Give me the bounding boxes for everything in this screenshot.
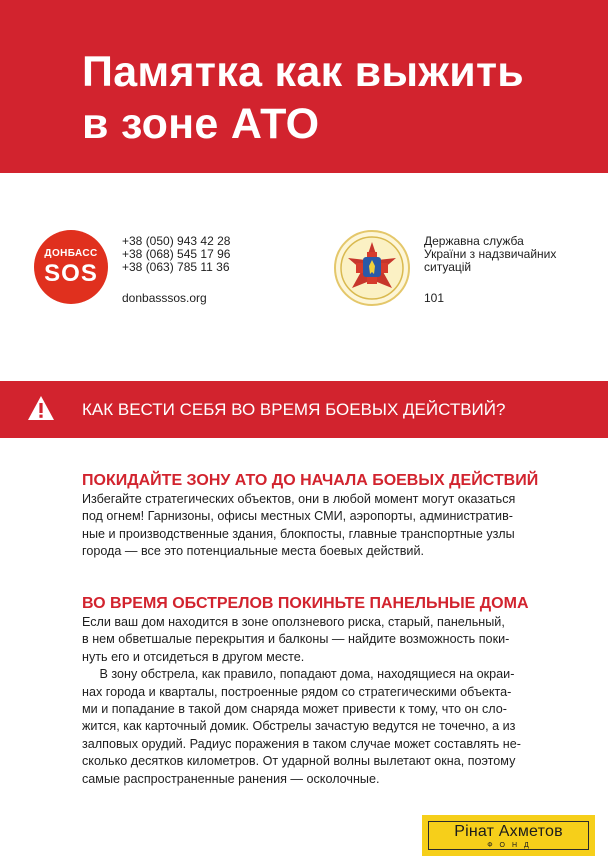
body-line: ми и попадание в такой дом снаряда может привести к тому, что он сло-	[82, 702, 507, 717]
title-line-2: в зоне АТО	[82, 100, 320, 148]
warning-title: КАК ВЕСТИ СЕБЯ ВО ВРЕМЯ БОЕВЫХ ДЕЙСТВИЙ?	[82, 400, 506, 419]
body-line: Избегайте стратегических объектов, они в любой момент могут оказаться	[82, 492, 516, 506]
akhmetov-fund-logo	[422, 815, 595, 856]
phone-number: +38 (050) 943 42 28	[122, 234, 231, 248]
section-body-panel-houses	[82, 614, 521, 788]
body-line: под огнем! Гарнизоны, офисы местных СМИ, аэропорты, административ-	[82, 509, 513, 524]
body-line: нах города и кварталы, построенные рядом со стратегическими объекта-	[82, 684, 512, 699]
page-title	[82, 46, 524, 150]
dsns-name-line: Державна служба	[424, 234, 524, 248]
body-line: нуть его и отсидеться в другом месте.	[82, 649, 305, 664]
section-body-leave-zone	[82, 491, 515, 561]
dsns-emblem	[334, 230, 410, 306]
warning-banner	[0, 381, 608, 438]
dsns-name-line: України з надзвичайних	[424, 247, 557, 261]
header-banner	[0, 0, 608, 173]
dsns-phone-number: 101	[424, 291, 445, 305]
donbass-sos-logo	[34, 230, 108, 304]
phone-number: +38 (063) 785 11 36	[122, 260, 230, 274]
fund-name: Рінат Ахметов	[454, 823, 563, 840]
fund-logo-frame	[428, 821, 589, 850]
dsns-name-line: ситуацій	[424, 260, 472, 274]
sos-website: donbasssos.org	[122, 291, 207, 305]
dsns-name	[424, 235, 556, 274]
sos-logo-main-text: SOS	[44, 260, 98, 287]
sos-phone-list	[122, 235, 230, 274]
title-line-1: Памятка как выжить	[82, 48, 525, 96]
body-line: в нем обветшалые перекрытия и балконы — найдите возможность поки-	[82, 632, 510, 647]
warning-triangle-icon	[27, 395, 55, 421]
body-line: города — все это потенциальные места боевых действий.	[82, 544, 424, 559]
sos-logo-top-text: ДОНБАСС	[44, 248, 98, 259]
body-line: залповых орудий. Радиус поражения в таком случае может составлять не-	[82, 736, 521, 751]
fund-subtitle: ФОНД	[487, 842, 536, 849]
body-line: сколько десятков километров. От ударной волны вылетают окна, поэтому	[82, 754, 516, 769]
section-heading-panel-houses: ВО ВРЕМЯ ОБСТРЕЛОВ ПОКИНЬТЕ ПАНЕЛЬНЫЕ ДОМА	[82, 595, 529, 612]
body-line: самые распространенные ранения — осколочные.	[82, 771, 380, 786]
body-line: В зону обстрела, как правило, попадают дома, находящиеся на окраи-	[82, 667, 515, 682]
section-heading-leave-zone: ПОКИДАЙТЕ ЗОНУ АТО ДО НАЧАЛА БОЕВЫХ ДЕЙСТВИЙ	[82, 472, 539, 489]
phone-number: +38 (068) 545 17 96	[122, 247, 231, 261]
body-line: жится, как карточный домик. Обстрелы зачастую ведутся не точечно, а из	[82, 719, 516, 734]
body-line: Если ваш дом находится в зоне оползневого риска, старый, панельный,	[82, 615, 505, 629]
body-line: ные и производственные здания, блокпосты, главные транспортные узлы	[82, 526, 515, 541]
